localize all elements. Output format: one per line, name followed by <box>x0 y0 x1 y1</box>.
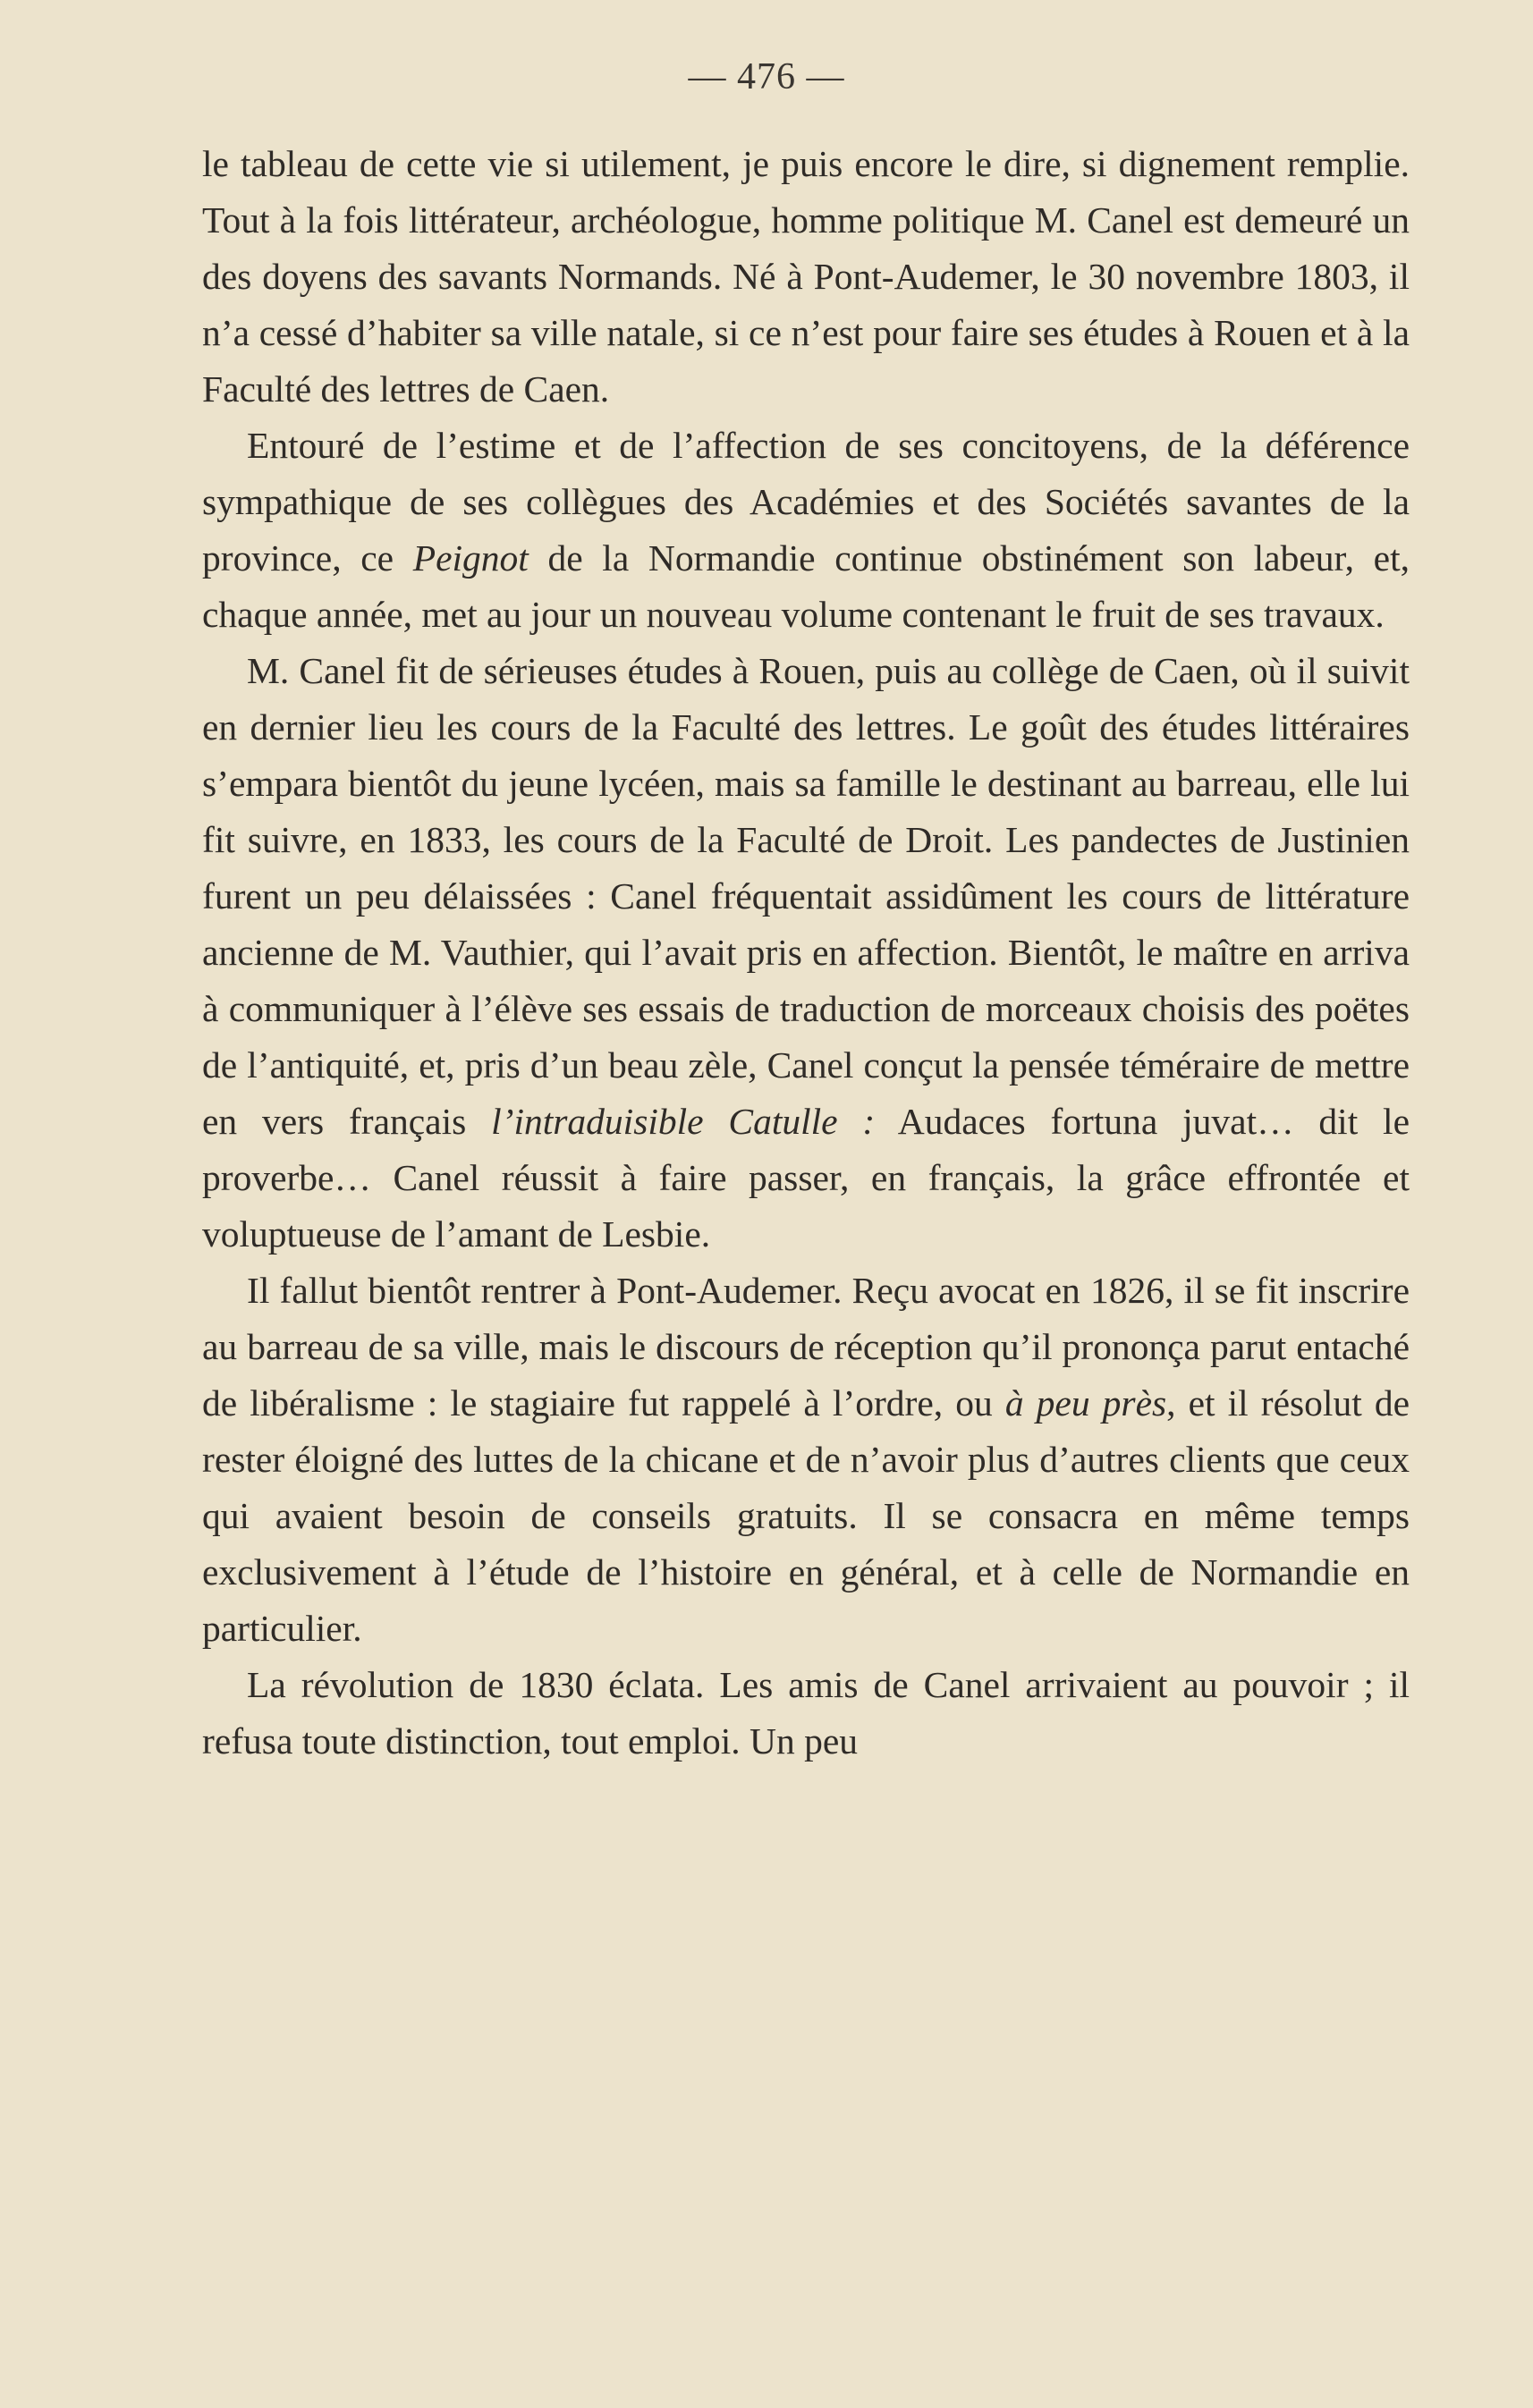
paragraph-4-text-a: Il fallut bientôt rentrer à Pont-Audemer. Reçu avocat en 1826, il se fit inscrire au barreau de sa ville, mais le discours de réception qu’il prononça parut entaché de libéralisme : le stagiaire fut rappelé à l’ordre, ou <box>202 1270 1410 1424</box>
paragraph-1 <box>202 136 1410 418</box>
paragraph-3 <box>202 643 1410 1263</box>
paragraph-5 <box>202 1657 1410 1770</box>
paragraph-3-text-a: M. Canel fit de sérieuses études à Rouen, puis au collège de Caen, où il suivit en dernier lieu les cours de la Faculté des lettres. Le goût des études littéraires s’empara bientôt du jeune lycéen, mais sa famille le destinant au barreau, elle lui fit suivre, en 1833, les cours de la Faculté de Droit. Les pandectes de Justinien furent un peu délaissées : Canel fréquentait assidûment les cours de littérature ancienne de M. Vauthier, qui l’avait pris en affection. Bientôt, le maître en arriva à communiquer à l’élève ses essais de traduction de morceaux choisis des poëtes de l’antiquité, et, pris d’un beau zèle, Canel conçut la pensée téméraire de mettre en vers français <box>202 650 1410 1142</box>
paragraph-1-text: le tableau de cette vie si utilement, je puis encore le dire, si dignement remplie. Tout à la fois littérateur, archéologue, homme politique M. Canel est demeuré un des doyens des savants Normands. Né à Pont-Audemer, le 30 novembre 1803, il n’a cessé d’habiter sa ville natale, si ce n’est pour faire ses études à Rouen et à la Faculté des lettres de Caen. <box>202 143 1410 410</box>
paragraph-2 <box>202 418 1410 643</box>
paragraph-3-italic-catulle: l’intraduisible Catulle : <box>491 1101 876 1142</box>
paragraph-2-text-b: de la Normandie continue obstinément son labeur, et, chaque année, met au jour un nouveau volume contenant le fruit de ses travaux. <box>202 537 1410 635</box>
paragraph-5-text: La révolution de 1830 éclata. Les amis de Canel arrivaient au pouvoir ; il refusa toute distinction, tout emploi. Un peu <box>202 1664 1410 1762</box>
paragraph-2-italic-peignot: Peignot <box>412 537 529 579</box>
paragraph-3-text-b: Audaces fortuna juvat… dit le proverbe… Canel réussit à faire passer, en français, la grâce effrontée et voluptueuse de l’amant de Lesbie. <box>202 1101 1410 1255</box>
paragraph-4-italic-a-peu-pres: à peu près <box>1004 1382 1167 1424</box>
paragraph-4-text-b: , et il résolut de rester éloigné des luttes de la chicane et de n’avoir plus d’autres clients que ceux qui avaient besoin de conseils gratuits. Il se consacra en même temps exclusivement à l’étude de l’histoire en général, et à celle de Normandie en particulier. <box>202 1382 1410 1649</box>
body-text <box>202 136 1410 1770</box>
paragraph-4 <box>202 1263 1410 1657</box>
paragraph-2-text-a: Entouré de l’estime et de l’affection de ses concitoyens, de la déférence sympathique de ses collègues des Académies et des Sociétés savantes de la province, ce <box>202 425 1410 579</box>
page-number: — 476 — <box>688 56 845 97</box>
